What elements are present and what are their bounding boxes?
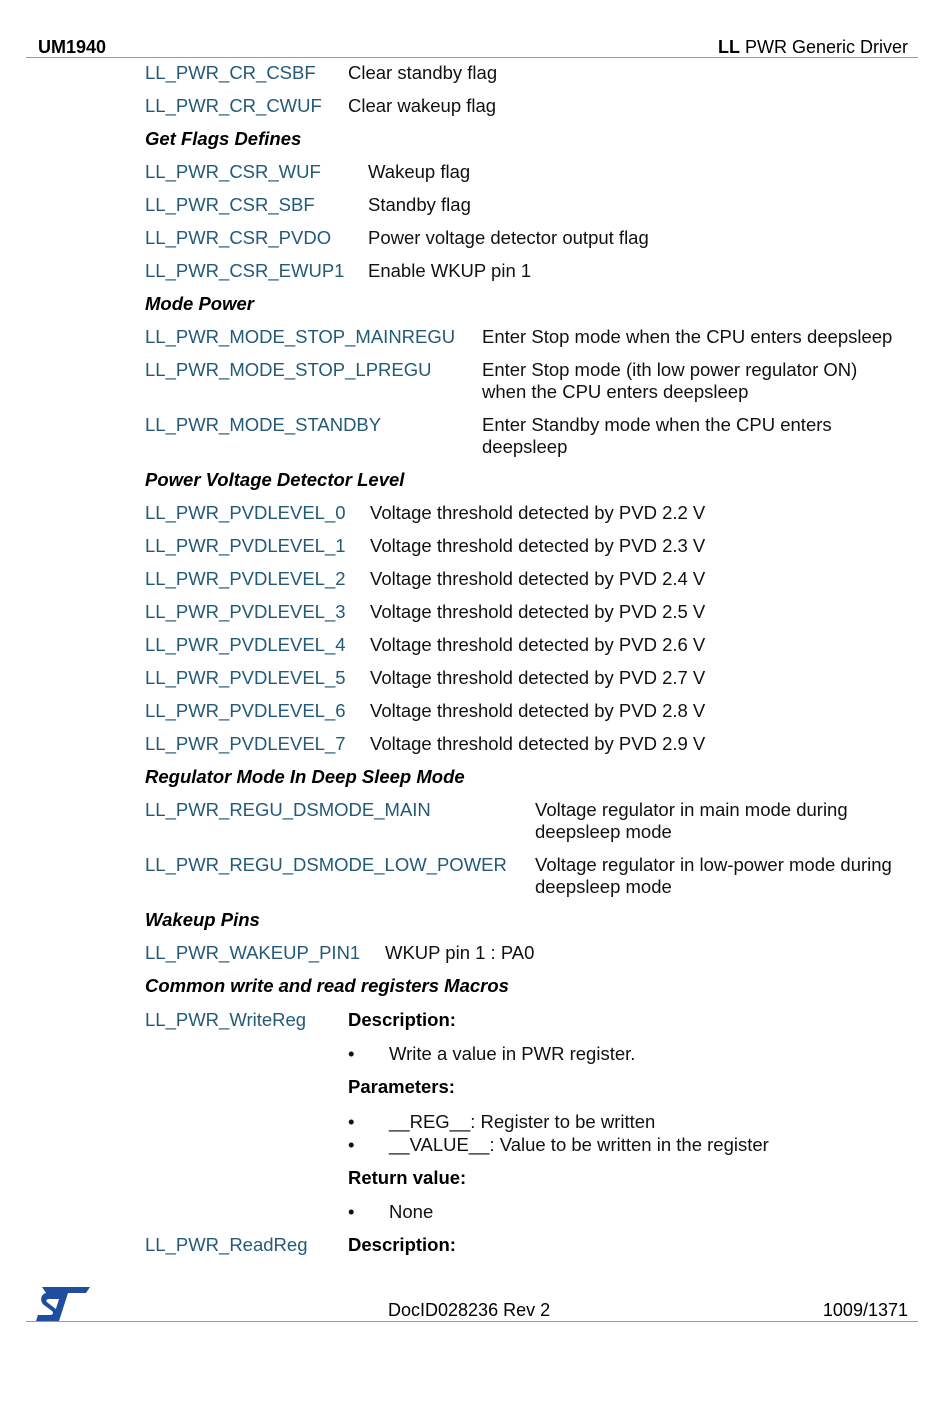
- define-name[interactable]: LL_PWR_PVDLEVEL_4: [145, 634, 346, 655]
- define-desc: Enter Stop mode (ith low power regulator ON): [482, 359, 858, 380]
- footer-doc-ref: DocID028236 Rev 2: [388, 1300, 551, 1320]
- footer-page-number: 1009/1371: [822, 1300, 908, 1320]
- define-name[interactable]: LL_PWR_REGU_DSMODE_MAIN: [145, 799, 431, 820]
- header-title-rest: PWR Generic Driver: [739, 37, 908, 57]
- define-desc: Voltage threshold detected by PVD 2.8 V: [370, 700, 706, 721]
- define-desc: Voltage threshold detected by PVD 2.4 V: [370, 568, 706, 589]
- bullet-text: None: [389, 1201, 434, 1222]
- define-desc: Enable WKUP pin 1: [368, 260, 532, 281]
- define-desc: Standby flag: [368, 194, 471, 215]
- header-doc-id: UM1940: [38, 37, 107, 57]
- define-desc: WKUP pin 1 : PA0: [385, 942, 535, 963]
- define-desc: Clear wakeup flag: [348, 95, 497, 116]
- define-name[interactable]: LL_PWR_WAKEUP_PIN1: [145, 942, 361, 963]
- define-name[interactable]: LL_PWR_CSR_SBF: [145, 194, 315, 215]
- define-desc: Voltage threshold detected by PVD 2.5 V: [370, 601, 706, 622]
- define-desc: Voltage threshold detected by PVD 2.2 V: [370, 502, 706, 523]
- return-value-label: Return value:: [348, 1167, 467, 1188]
- bullet-text: __VALUE__: Value to be written in the register: [389, 1134, 769, 1155]
- macro-name-read-reg[interactable]: LL_PWR_ReadReg: [145, 1234, 308, 1255]
- define-name[interactable]: LL_PWR_PVDLEVEL_5: [145, 667, 346, 688]
- footer-rule: [26, 1321, 918, 1322]
- bullet-icon: •: [348, 1134, 355, 1155]
- define-desc: Power voltage detector output flag: [368, 227, 649, 248]
- define-desc: Enter Standby mode when the CPU enters: [482, 414, 832, 435]
- define-name[interactable]: LL_PWR_PVDLEVEL_2: [145, 568, 346, 589]
- section-heading-pvd-level: Power Voltage Detector Level: [145, 469, 405, 490]
- bullet-text: __REG__: Register to be written: [389, 1111, 656, 1132]
- define-name[interactable]: LL_PWR_MODE_STANDBY: [145, 414, 382, 435]
- define-desc-cont: deepsleep mode: [535, 876, 672, 897]
- section-heading-regulator: Regulator Mode In Deep Sleep Mode: [145, 766, 465, 787]
- define-desc: Enter Stop mode when the CPU enters deepsleep: [482, 326, 893, 347]
- define-name[interactable]: LL_PWR_CSR_WUF: [145, 161, 321, 182]
- define-desc-cont: when the CPU enters deepsleep: [482, 381, 749, 402]
- define-desc-cont: deepsleep mode: [535, 821, 672, 842]
- define-desc: Voltage threshold detected by PVD 2.7 V: [370, 667, 706, 688]
- define-desc: Wakeup flag: [368, 161, 471, 182]
- define-name[interactable]: LL_PWR_CSR_EWUP1: [145, 260, 345, 281]
- define-desc: Clear standby flag: [348, 62, 498, 83]
- define-name[interactable]: LL_PWR_PVDLEVEL_6: [145, 700, 346, 721]
- header-title-bold: LL: [717, 37, 740, 57]
- define-desc-cont: deepsleep: [482, 436, 568, 457]
- define-name[interactable]: LL_PWR_PVDLEVEL_1: [145, 535, 346, 556]
- section-heading-mode-power: Mode Power: [145, 293, 254, 314]
- bullet-icon: •: [348, 1043, 355, 1064]
- define-name[interactable]: LL_PWR_MODE_STOP_MAINREGU: [145, 326, 456, 347]
- define-desc: Voltage regulator in main mode during: [535, 799, 848, 820]
- macro-name-write-reg[interactable]: LL_PWR_WriteReg: [145, 1009, 307, 1030]
- define-name[interactable]: LL_PWR_PVDLEVEL_3: [145, 601, 346, 622]
- section-heading-get-flags: Get Flags Defines: [145, 128, 302, 149]
- define-name[interactable]: LL_PWR_CR_CWUF: [145, 95, 322, 116]
- define-desc: Voltage regulator in low-power mode during: [535, 854, 892, 875]
- section-heading-wakeup: Wakeup Pins: [145, 909, 260, 930]
- section-heading-macros: Common write and read registers Macros: [145, 975, 509, 996]
- description-label: Description:: [348, 1234, 456, 1255]
- define-name[interactable]: LL_PWR_CSR_PVDO: [145, 227, 332, 248]
- define-desc: Voltage threshold detected by PVD 2.3 V: [370, 535, 706, 556]
- define-name[interactable]: LL_PWR_CR_CSBF: [145, 62, 316, 83]
- bullet-icon: •: [348, 1111, 355, 1132]
- bullet-text: Write a value in PWR register.: [389, 1043, 636, 1064]
- define-desc: Voltage threshold detected by PVD 2.6 V: [370, 634, 706, 655]
- header-title: [718, 36, 908, 58]
- bullet-icon: •: [348, 1201, 355, 1222]
- define-name[interactable]: LL_PWR_PVDLEVEL_7: [145, 733, 346, 754]
- description-label: Description:: [348, 1009, 456, 1030]
- define-desc: Voltage threshold detected by PVD 2.9 V: [370, 733, 706, 754]
- header-rule: [26, 57, 918, 58]
- parameters-label: Parameters:: [348, 1076, 455, 1097]
- define-name[interactable]: LL_PWR_REGU_DSMODE_LOW_POWER: [145, 854, 507, 875]
- define-name[interactable]: LL_PWR_MODE_STOP_LPREGU: [145, 359, 432, 380]
- define-name[interactable]: LL_PWR_PVDLEVEL_0: [145, 502, 346, 523]
